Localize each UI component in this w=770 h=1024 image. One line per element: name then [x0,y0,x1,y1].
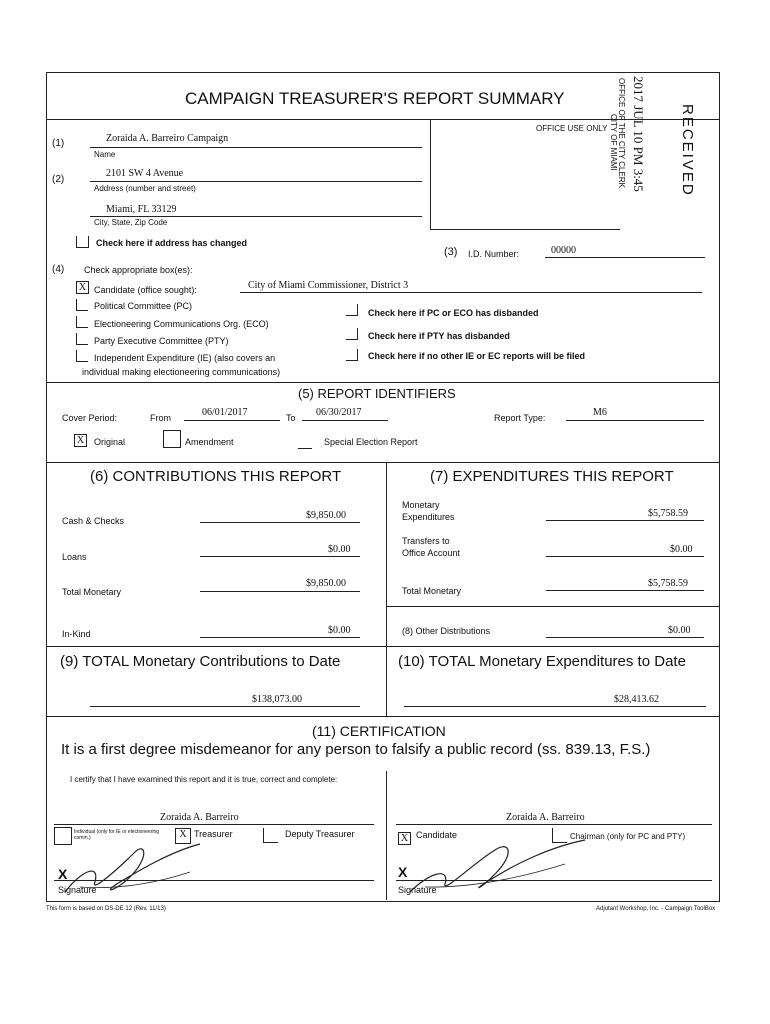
deputy-checkbox[interactable] [263,828,278,843]
ie-checkbox[interactable] [76,350,88,362]
disband-pty-checkbox[interactable] [346,328,358,340]
candidate-name[interactable]: Zoraida A. Barreiro [506,812,585,823]
total-expenditures-to-date[interactable]: $28,413.62 [614,694,659,705]
eco-checkbox[interactable] [76,316,88,328]
section10-heading: (10) TOTAL Monetary Expenditures to Date [398,653,686,670]
section7-heading: (7) EXPENDITURES THIS REPORT [430,468,674,485]
transfers-value[interactable]: $0.00 [670,544,693,555]
footer-right: Adjutant Workshop, Inc. - Campaign ToolBox [596,906,716,912]
pty-checkbox[interactable] [76,333,88,345]
section9-heading: (9) TOTAL Monetary Contributions to Date [60,653,341,670]
to-date[interactable]: 06/30/2017 [316,407,362,418]
cash-checks-value[interactable]: $9,850.00 [306,510,346,521]
candidate-signature [400,832,590,902]
report-type[interactable]: M6 [593,407,607,418]
office-use-box [430,120,431,229]
footer-left: This form is based on DS-DE 12 (Rev. 11/13) [46,906,166,912]
address-value[interactable]: 2101 SW 4 Avenue [106,168,184,179]
original-checkbox[interactable]: X [74,434,87,447]
name-value[interactable]: Zoraida A. Barreiro Campaign [106,133,229,144]
candidate-sign-checkbox[interactable]: X [398,832,411,845]
received-stamp: 2017 JUL 10 PM 3:45 OFFICE OF THE CITY CLERK CITY OF MIAMI RECEIVED [609,76,696,197]
address-changed-checkbox[interactable] [76,236,89,248]
total-contributions-to-date[interactable]: $138,073.00 [252,694,302,705]
office-sought[interactable]: City of Miami Commissioner, District 3 [248,280,409,291]
id-number[interactable]: 00000 [551,245,576,256]
candidate-checkbox[interactable]: X [76,281,89,294]
other-distributions-value[interactable]: $0.00 [668,625,691,636]
contrib-total-value[interactable]: $9,850.00 [306,578,346,589]
section11-heading: (11) CERTIFICATION [312,723,446,739]
from-date[interactable]: 06/01/2017 [202,407,248,418]
inkind-value[interactable]: $0.00 [328,625,351,636]
treasurer-name[interactable]: Zoraida A. Barreiro [160,812,239,823]
expend-total-value[interactable]: $5,758.59 [648,578,688,589]
office-use-label: OFFICE USE ONLY [536,124,608,133]
warning-text: It is a first degree misdemeanor for any person to falsify a public record (ss. 839.13, F.S.) [61,741,651,758]
pc-checkbox[interactable] [76,299,88,311]
treasurer-checkbox[interactable]: X [175,828,191,844]
disband-pc-checkbox[interactable] [346,304,358,316]
monetary-expenditures-value[interactable]: $5,758.59 [648,508,688,519]
no-other-checkbox[interactable] [346,349,358,361]
loans-value[interactable]: $0.00 [328,544,351,555]
section5-heading: (5) REPORT IDENTIFIERS [298,386,456,401]
form-title: CAMPAIGN TREASURER'S REPORT SUMMARY [185,89,565,108]
treasurer-signature [60,832,210,902]
amendment-checkbox[interactable] [163,430,181,448]
city-value[interactable]: Miami, FL 33129 [106,204,177,215]
section6-heading: (6) CONTRIBUTIONS THIS REPORT [90,468,342,485]
